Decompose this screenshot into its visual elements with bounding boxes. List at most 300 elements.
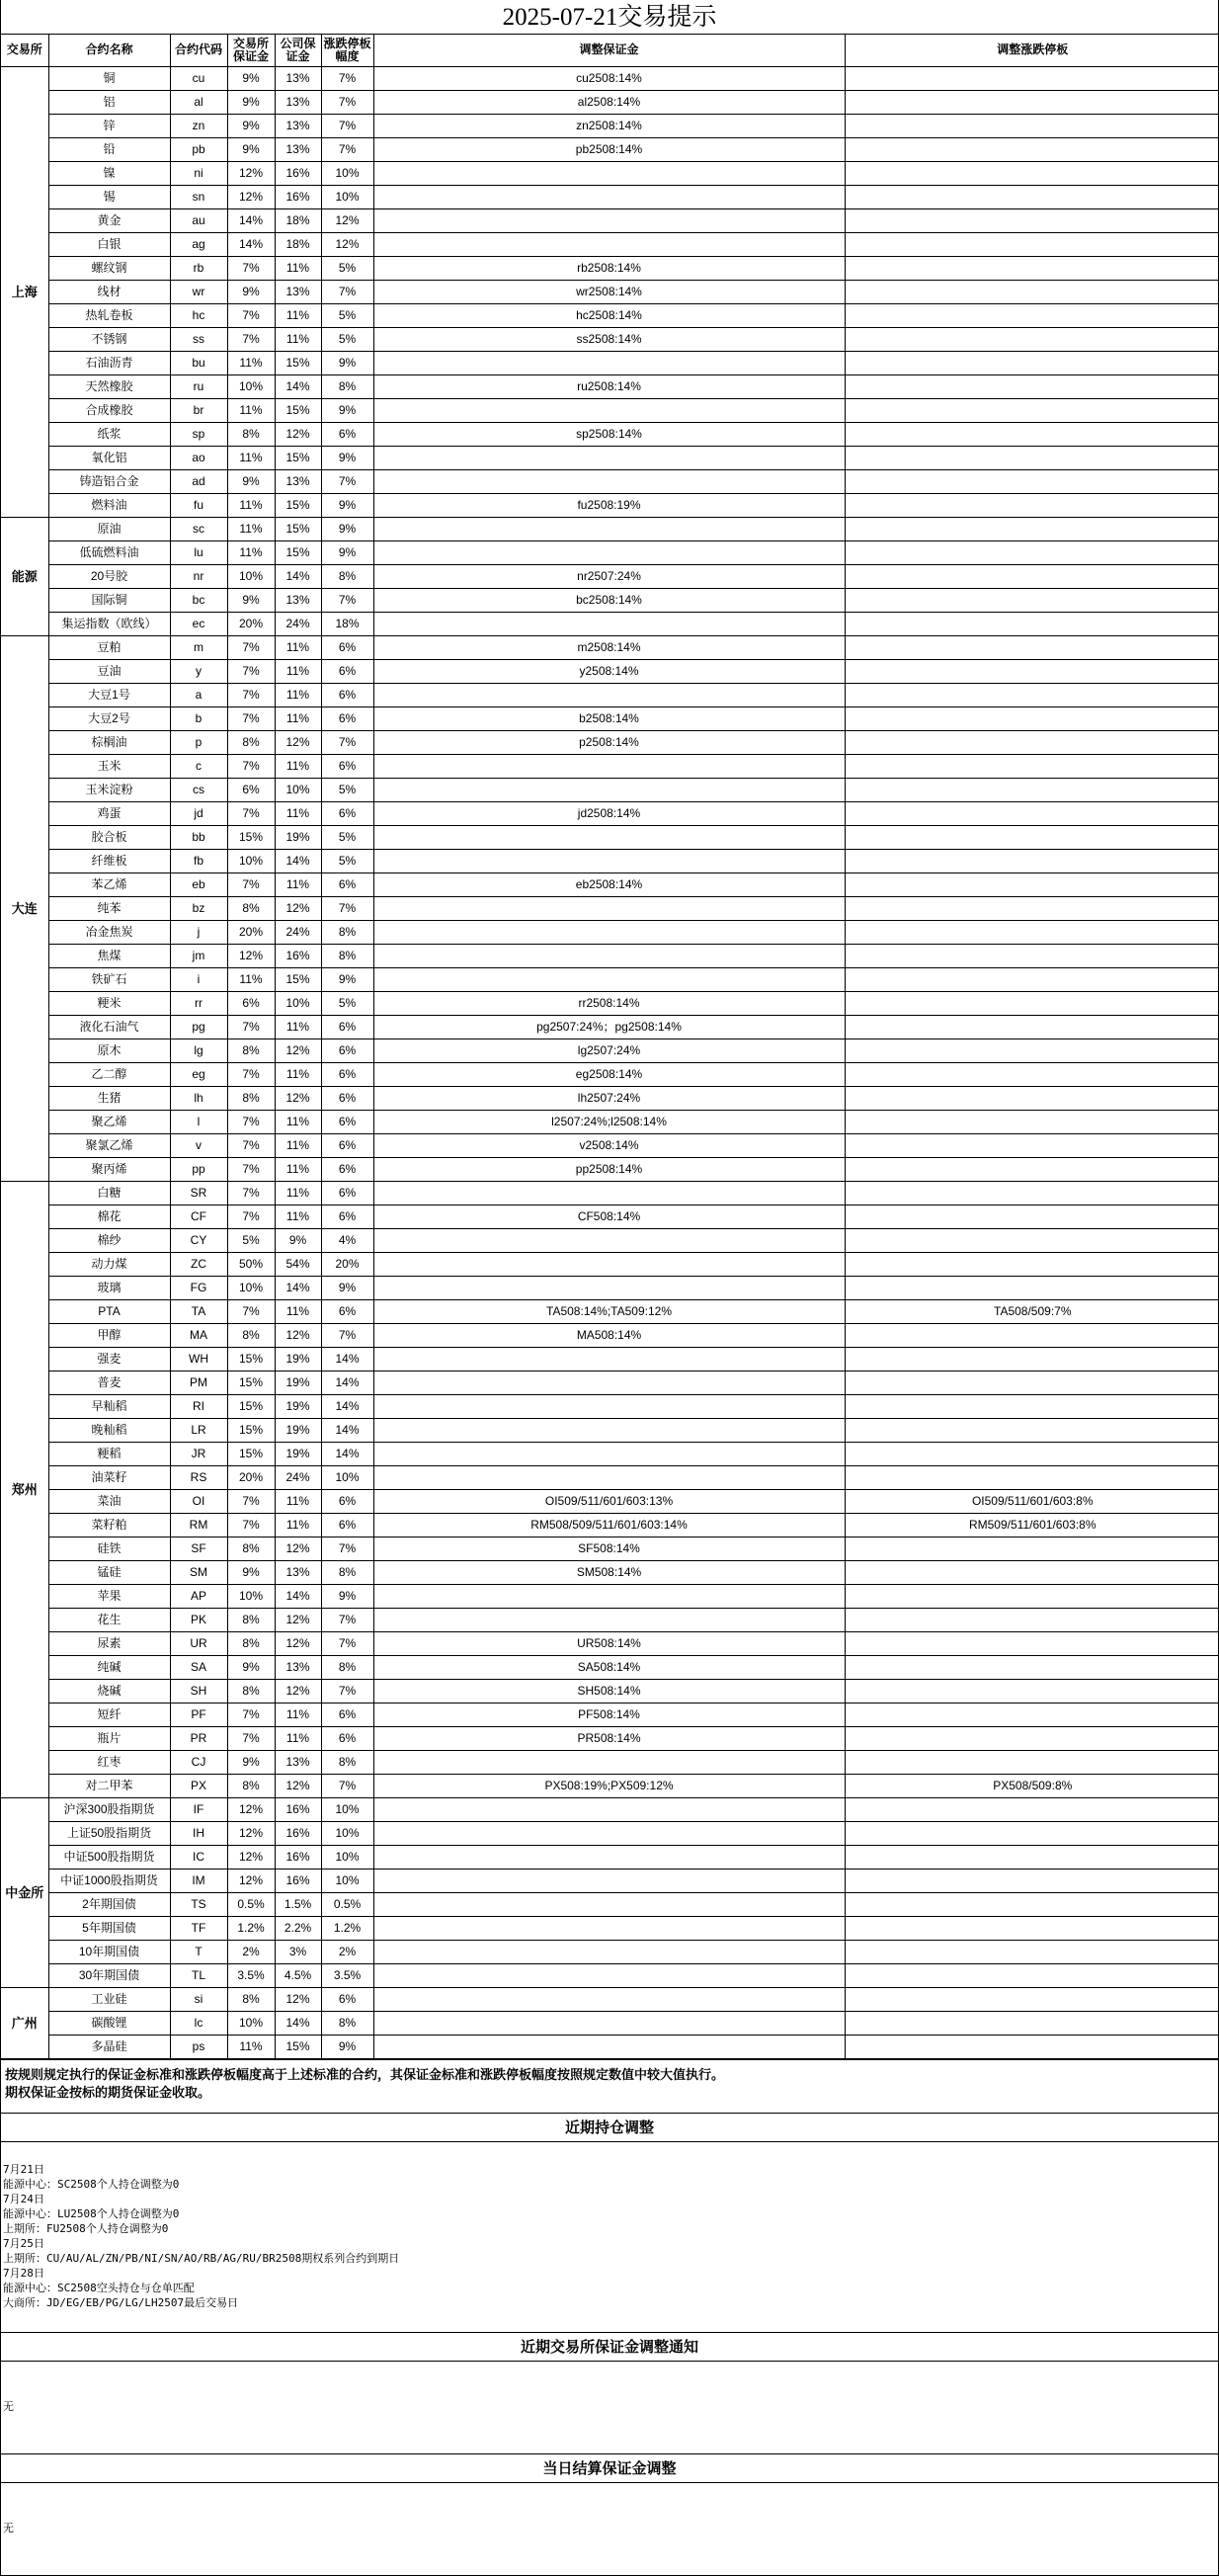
contract-code-cell: bz xyxy=(170,896,227,920)
contract-name-cell: 玉米 xyxy=(48,754,170,778)
exchange-margin-cell: 1.2% xyxy=(227,1916,275,1940)
price-limit-cell: 8% xyxy=(321,1750,373,1774)
exchange-margin-cell: 9% xyxy=(227,280,275,303)
table-row xyxy=(1,635,1219,659)
price-limit-cell: 10% xyxy=(321,1465,373,1489)
adjusted-margin-cell xyxy=(373,1916,845,1940)
contract-name-cell: 原木 xyxy=(48,1039,170,1062)
contract-code-cell: ao xyxy=(170,446,227,469)
exchange-margin-cell: 9% xyxy=(227,1560,275,1584)
table-row xyxy=(1,873,1219,896)
position-line: 能源中心：SC2508空头持仓与仓单匹配 xyxy=(3,2281,195,2294)
table-row xyxy=(1,778,1219,801)
table-row xyxy=(1,944,1219,967)
contract-code-cell: si xyxy=(170,1987,227,2011)
company-margin-cell: 16% xyxy=(275,1821,321,1845)
price-limit-cell: 8% xyxy=(321,2011,373,2035)
header-contract-code: 合约代码 xyxy=(170,35,227,66)
company-margin-cell: 13% xyxy=(275,280,321,303)
adjusted-limit-cell xyxy=(845,1631,1219,1655)
position-line: 能源中心：LU2508个人持仓调整为0 xyxy=(3,2206,180,2220)
adjusted-limit-cell xyxy=(845,1252,1219,1276)
contract-code-cell: bc xyxy=(170,588,227,612)
price-limit-cell: 7% xyxy=(321,588,373,612)
table-row xyxy=(1,1987,1219,2011)
position-section-body xyxy=(1,2142,1218,2332)
exchange-cell: 上海 xyxy=(1,66,48,517)
adjusted-limit-cell xyxy=(845,256,1219,280)
price-limit-cell: 9% xyxy=(321,1584,373,1608)
contract-code-cell: PX xyxy=(170,1774,227,1797)
contract-code-cell: y xyxy=(170,659,227,683)
price-limit-cell: 6% xyxy=(321,1513,373,1537)
table-header-row xyxy=(1,35,1219,66)
company-margin-cell: 24% xyxy=(275,920,321,944)
header-exchange: 交易所 xyxy=(1,35,48,66)
contract-name-cell: 线材 xyxy=(48,280,170,303)
company-margin-cell: 11% xyxy=(275,873,321,896)
adjusted-limit-cell xyxy=(845,161,1219,185)
table-row xyxy=(1,398,1219,422)
table-row xyxy=(1,564,1219,588)
contract-code-cell: p xyxy=(170,730,227,754)
adjusted-limit-cell xyxy=(845,1655,1219,1679)
exchange-margin-cell: 10% xyxy=(227,1276,275,1299)
adjusted-margin-cell: l2507:24%;l2508:14% xyxy=(373,1110,845,1133)
price-limit-cell: 7% xyxy=(321,730,373,754)
table-row xyxy=(1,683,1219,706)
exchange-margin-cell: 12% xyxy=(227,1821,275,1845)
contract-code-cell: sn xyxy=(170,185,227,208)
contract-code-cell: SR xyxy=(170,1181,227,1205)
exchange-margin-cell: 15% xyxy=(227,1347,275,1371)
price-limit-cell: 7% xyxy=(321,114,373,137)
adjusted-margin-cell xyxy=(373,1584,845,1608)
table-row xyxy=(1,849,1219,873)
exchange-margin-cell: 7% xyxy=(227,303,275,327)
table-row xyxy=(1,1086,1219,1110)
contract-name-cell: 氧化铝 xyxy=(48,446,170,469)
adjusted-limit-cell xyxy=(845,1228,1219,1252)
table-row xyxy=(1,469,1219,493)
adjusted-margin-cell xyxy=(373,1892,845,1916)
contract-name-cell: 锌 xyxy=(48,114,170,137)
exchange-margin-cell: 8% xyxy=(227,1323,275,1347)
company-margin-cell: 12% xyxy=(275,1679,321,1703)
table-row xyxy=(1,1110,1219,1133)
contract-name-cell: PTA xyxy=(48,1299,170,1323)
contract-name-cell: 棉花 xyxy=(48,1205,170,1228)
contract-name-cell: 碳酸锂 xyxy=(48,2011,170,2035)
adjusted-limit-cell xyxy=(845,1181,1219,1205)
exchange-margin-cell: 11% xyxy=(227,540,275,564)
contract-name-cell: 粳稻 xyxy=(48,1442,170,1465)
exchange-margin-cell: 7% xyxy=(227,256,275,280)
adjusted-margin-cell xyxy=(373,1465,845,1489)
adjusted-margin-cell: rr2508:14% xyxy=(373,991,845,1015)
contract-code-cell: c xyxy=(170,754,227,778)
contract-code-cell: TL xyxy=(170,1963,227,1987)
header-contract-name: 合约名称 xyxy=(48,35,170,66)
contract-name-cell: 硅铁 xyxy=(48,1537,170,1560)
page-title: 2025-07-21交易提示 xyxy=(1,0,1218,35)
table-row xyxy=(1,588,1219,612)
exchange-margin-cell: 10% xyxy=(227,564,275,588)
table-row xyxy=(1,1821,1219,1845)
exchange-margin-cell: 7% xyxy=(227,1110,275,1133)
company-margin-cell: 19% xyxy=(275,1394,321,1418)
adjusted-margin-cell xyxy=(373,1963,845,1987)
adjusted-limit-cell xyxy=(845,564,1219,588)
adjusted-limit-cell xyxy=(845,1679,1219,1703)
exchange-margin-cell: 8% xyxy=(227,1631,275,1655)
adjusted-margin-cell: fu2508:19% xyxy=(373,493,845,517)
exchange-margin-cell: 7% xyxy=(227,1726,275,1750)
position-section-title: 近期持仓调整 xyxy=(1,2113,1218,2142)
adjusted-margin-cell: m2508:14% xyxy=(373,635,845,659)
contract-code-cell: SM xyxy=(170,1560,227,1584)
exchange-margin-cell: 15% xyxy=(227,1442,275,1465)
exchange-margin-cell: 7% xyxy=(227,1133,275,1157)
contract-name-cell: 菜油 xyxy=(48,1489,170,1513)
table-row xyxy=(1,1560,1219,1584)
table-row xyxy=(1,327,1219,351)
contract-name-cell: 国际铜 xyxy=(48,588,170,612)
table-row xyxy=(1,1916,1219,1940)
adjusted-margin-cell xyxy=(373,1797,845,1821)
price-limit-cell: 12% xyxy=(321,232,373,256)
contract-code-cell: v xyxy=(170,1133,227,1157)
adjusted-limit-cell xyxy=(845,730,1219,754)
contract-code-cell: lc xyxy=(170,2011,227,2035)
settlement-section-title: 当日结算保证金调整 xyxy=(1,2453,1218,2483)
adjusted-margin-cell: eg2508:14% xyxy=(373,1062,845,1086)
adjusted-margin-cell xyxy=(373,920,845,944)
exchange-margin-cell: 12% xyxy=(227,944,275,967)
contract-code-cell: al xyxy=(170,90,227,114)
settlement-section-body xyxy=(1,2483,1218,2576)
contract-code-cell: br xyxy=(170,398,227,422)
position-line: 7月21日 xyxy=(3,2162,44,2176)
contract-name-cell: 棉纱 xyxy=(48,1228,170,1252)
price-limit-cell: 6% xyxy=(321,801,373,825)
table-row xyxy=(1,90,1219,114)
adjusted-limit-cell xyxy=(845,493,1219,517)
company-margin-cell: 15% xyxy=(275,446,321,469)
contract-code-cell: TS xyxy=(170,1892,227,1916)
exchange-margin-cell: 20% xyxy=(227,920,275,944)
exchange-margin-cell: 7% xyxy=(227,1015,275,1039)
company-margin-cell: 54% xyxy=(275,1252,321,1276)
company-margin-cell: 14% xyxy=(275,849,321,873)
exchange-margin-cell: 12% xyxy=(227,161,275,185)
price-limit-cell: 10% xyxy=(321,1869,373,1892)
contract-code-cell: au xyxy=(170,208,227,232)
adjusted-limit-cell xyxy=(845,137,1219,161)
company-margin-cell: 13% xyxy=(275,1560,321,1584)
header-exchange-margin: 交易所保证金 xyxy=(227,35,275,66)
adjusted-margin-cell: pp2508:14% xyxy=(373,1157,845,1181)
contract-code-cell: TF xyxy=(170,1916,227,1940)
note-line: 期权保证金按标的期货保证金收取。 xyxy=(5,2084,211,2100)
adjusted-limit-cell xyxy=(845,517,1219,540)
adjusted-margin-cell xyxy=(373,683,845,706)
company-margin-cell: 14% xyxy=(275,1584,321,1608)
price-limit-cell: 6% xyxy=(321,635,373,659)
exchange-margin-cell: 8% xyxy=(227,896,275,920)
company-margin-cell: 11% xyxy=(275,256,321,280)
adjusted-limit-cell xyxy=(845,1442,1219,1465)
company-margin-cell: 19% xyxy=(275,1347,321,1371)
contract-code-cell: bu xyxy=(170,351,227,374)
company-margin-cell: 11% xyxy=(275,1110,321,1133)
price-limit-cell: 7% xyxy=(321,280,373,303)
adjusted-margin-cell xyxy=(373,967,845,991)
table-row xyxy=(1,351,1219,374)
exchange-margin-cell: 7% xyxy=(227,1157,275,1181)
adjusted-margin-cell xyxy=(373,2011,845,2035)
contract-name-cell: 合成橡胶 xyxy=(48,398,170,422)
adjusted-limit-cell xyxy=(845,2011,1219,2035)
contract-code-cell: T xyxy=(170,1940,227,1963)
table-row xyxy=(1,1774,1219,1797)
contract-name-cell: 纸浆 xyxy=(48,422,170,446)
contract-name-cell: 10年期国债 xyxy=(48,1940,170,1963)
adjusted-limit-cell xyxy=(845,754,1219,778)
company-margin-cell: 11% xyxy=(275,801,321,825)
adjusted-limit-cell xyxy=(845,706,1219,730)
contract-name-cell: 生猪 xyxy=(48,1086,170,1110)
contract-name-cell: 豆油 xyxy=(48,659,170,683)
exchange-margin-cell: 7% xyxy=(227,635,275,659)
contract-name-cell: 中证1000股指期货 xyxy=(48,1869,170,1892)
contract-name-cell: 燃料油 xyxy=(48,493,170,517)
adjusted-limit-cell xyxy=(845,1086,1219,1110)
contract-name-cell: 30年期国债 xyxy=(48,1963,170,1987)
adjusted-margin-cell xyxy=(373,849,845,873)
contract-name-cell: 动力煤 xyxy=(48,1252,170,1276)
contract-name-cell: 沪深300股指期货 xyxy=(48,1797,170,1821)
exchange-margin-cell: 3.5% xyxy=(227,1963,275,1987)
adjusted-limit-cell xyxy=(845,896,1219,920)
company-margin-cell: 11% xyxy=(275,1205,321,1228)
table-row xyxy=(1,1394,1219,1418)
exchange-margin-cell: 2% xyxy=(227,1940,275,1963)
table-row xyxy=(1,517,1219,540)
company-margin-cell: 12% xyxy=(275,1086,321,1110)
company-margin-cell: 16% xyxy=(275,1845,321,1869)
company-margin-cell: 18% xyxy=(275,208,321,232)
adjusted-limit-cell xyxy=(845,612,1219,635)
contract-code-cell: PF xyxy=(170,1703,227,1726)
contract-code-cell: rr xyxy=(170,991,227,1015)
exchange-margin-cell: 50% xyxy=(227,1252,275,1276)
contract-code-cell: cs xyxy=(170,778,227,801)
exchange-margin-cell: 7% xyxy=(227,754,275,778)
company-margin-cell: 12% xyxy=(275,730,321,754)
contract-name-cell: 胶合板 xyxy=(48,825,170,849)
contract-code-cell: hc xyxy=(170,303,227,327)
contract-name-cell: 中证500股指期货 xyxy=(48,1845,170,1869)
exchange-margin-cell: 11% xyxy=(227,967,275,991)
notes-block xyxy=(1,2059,1218,2113)
contract-name-cell: 黄金 xyxy=(48,208,170,232)
company-margin-cell: 13% xyxy=(275,1750,321,1774)
company-margin-cell: 13% xyxy=(275,469,321,493)
adjusted-limit-cell xyxy=(845,1892,1219,1916)
contract-code-cell: ru xyxy=(170,374,227,398)
contract-name-cell: 铅 xyxy=(48,137,170,161)
exchange-margin-cell: 7% xyxy=(227,1513,275,1537)
contract-code-cell: TA xyxy=(170,1299,227,1323)
exchange-margin-cell: 8% xyxy=(227,730,275,754)
contract-code-cell: CJ xyxy=(170,1750,227,1774)
company-margin-cell: 19% xyxy=(275,1418,321,1442)
contract-name-cell: 上证50股指期货 xyxy=(48,1821,170,1845)
company-margin-cell: 19% xyxy=(275,825,321,849)
contract-name-cell: 液化石油气 xyxy=(48,1015,170,1039)
adjusted-limit-cell xyxy=(845,208,1219,232)
company-margin-cell: 11% xyxy=(275,683,321,706)
price-limit-cell: 7% xyxy=(321,896,373,920)
adjusted-limit-cell xyxy=(845,683,1219,706)
exchange-margin-cell: 7% xyxy=(227,1299,275,1323)
adjusted-margin-cell xyxy=(373,612,845,635)
adjusted-limit-cell xyxy=(845,1987,1219,2011)
adjusted-margin-cell: zn2508:14% xyxy=(373,114,845,137)
contract-name-cell: 热轧卷板 xyxy=(48,303,170,327)
table-row xyxy=(1,1679,1219,1703)
contract-code-cell: WH xyxy=(170,1347,227,1371)
contract-name-cell: 聚氯乙烯 xyxy=(48,1133,170,1157)
table-row xyxy=(1,185,1219,208)
adjusted-limit-cell xyxy=(845,1537,1219,1560)
company-margin-cell: 13% xyxy=(275,588,321,612)
exchange-margin-cell: 7% xyxy=(227,683,275,706)
adjusted-limit-cell xyxy=(845,1963,1219,1987)
adjusted-limit-cell xyxy=(845,114,1219,137)
contract-code-cell: bb xyxy=(170,825,227,849)
exchange-margin-cell: 11% xyxy=(227,351,275,374)
price-limit-cell: 6% xyxy=(321,1110,373,1133)
adjusted-limit-cell xyxy=(845,1750,1219,1774)
company-margin-cell: 12% xyxy=(275,1631,321,1655)
contract-code-cell: LR xyxy=(170,1418,227,1442)
adjusted-limit-cell xyxy=(845,232,1219,256)
adjusted-margin-cell xyxy=(373,540,845,564)
adjusted-margin-cell xyxy=(373,1228,845,1252)
exchange-margin-cell: 11% xyxy=(227,446,275,469)
table-row xyxy=(1,303,1219,327)
contract-code-cell: b xyxy=(170,706,227,730)
adjusted-margin-cell: PX508:19%;PX509:12% xyxy=(373,1774,845,1797)
company-margin-cell: 11% xyxy=(275,327,321,351)
company-margin-cell: 11% xyxy=(275,635,321,659)
adjusted-limit-cell xyxy=(845,446,1219,469)
price-limit-cell: 7% xyxy=(321,1537,373,1560)
contract-name-cell: 铝 xyxy=(48,90,170,114)
contract-name-cell: 棕榈油 xyxy=(48,730,170,754)
company-margin-cell: 14% xyxy=(275,1276,321,1299)
adjusted-margin-cell xyxy=(373,517,845,540)
contract-name-cell: 苹果 xyxy=(48,1584,170,1608)
company-margin-cell: 11% xyxy=(275,1726,321,1750)
contract-name-cell: 油菜籽 xyxy=(48,1465,170,1489)
exchange-margin-cell: 8% xyxy=(227,1039,275,1062)
contract-name-cell: 红枣 xyxy=(48,1750,170,1774)
company-margin-cell: 4.5% xyxy=(275,1963,321,1987)
price-limit-cell: 7% xyxy=(321,66,373,90)
adjusted-limit-cell xyxy=(845,1062,1219,1086)
adjusted-limit-cell xyxy=(845,1323,1219,1347)
adjusted-margin-cell: pb2508:14% xyxy=(373,137,845,161)
table-row xyxy=(1,1797,1219,1821)
contract-name-cell: 20号胶 xyxy=(48,564,170,588)
adjusted-limit-cell xyxy=(845,1110,1219,1133)
adjusted-margin-cell: v2508:14% xyxy=(373,1133,845,1157)
contract-name-cell: 大豆2号 xyxy=(48,706,170,730)
header-adjusted-limit: 调整涨跌停板 xyxy=(845,35,1219,66)
contract-code-cell: SA xyxy=(170,1655,227,1679)
company-margin-cell: 1.5% xyxy=(275,1892,321,1916)
exchange-margin-cell: 11% xyxy=(227,493,275,517)
adjusted-margin-cell: nr2507:24% xyxy=(373,564,845,588)
contract-name-cell: 乙二醇 xyxy=(48,1062,170,1086)
contract-code-cell: ec xyxy=(170,612,227,635)
price-limit-cell: 7% xyxy=(321,90,373,114)
contract-name-cell: 白银 xyxy=(48,232,170,256)
header-company-margin: 公司保证金 xyxy=(275,35,321,66)
exchange-cell: 大连 xyxy=(1,635,48,1181)
price-limit-cell: 6% xyxy=(321,1703,373,1726)
margin-table xyxy=(1,35,1219,2059)
table-row xyxy=(1,612,1219,635)
contract-code-cell: JR xyxy=(170,1442,227,1465)
contract-name-cell: 大豆1号 xyxy=(48,683,170,706)
price-limit-cell: 6% xyxy=(321,1726,373,1750)
price-limit-cell: 6% xyxy=(321,1039,373,1062)
adjusted-limit-cell xyxy=(845,825,1219,849)
adjusted-limit-cell xyxy=(845,1940,1219,1963)
company-margin-cell: 13% xyxy=(275,137,321,161)
price-limit-cell: 12% xyxy=(321,208,373,232)
settlement-content: 无 xyxy=(3,2521,14,2534)
price-limit-cell: 14% xyxy=(321,1371,373,1394)
price-limit-cell: 6% xyxy=(321,1133,373,1157)
contract-code-cell: fu xyxy=(170,493,227,517)
contract-code-cell: rb xyxy=(170,256,227,280)
adjusted-margin-cell xyxy=(373,185,845,208)
adjusted-margin-cell xyxy=(373,1869,845,1892)
company-margin-cell: 11% xyxy=(275,1015,321,1039)
adjusted-margin-cell xyxy=(373,1608,845,1631)
adjusted-margin-cell: y2508:14% xyxy=(373,659,845,683)
exchange-margin-cell: 6% xyxy=(227,991,275,1015)
contract-name-cell: 冶金焦炭 xyxy=(48,920,170,944)
adjusted-margin-cell: hc2508:14% xyxy=(373,303,845,327)
contract-name-cell: 2年期国债 xyxy=(48,1892,170,1916)
price-limit-cell: 6% xyxy=(321,1157,373,1181)
exchange-margin-cell: 11% xyxy=(227,517,275,540)
adjusted-limit-cell xyxy=(845,1347,1219,1371)
contract-code-cell: i xyxy=(170,967,227,991)
contract-name-cell: 强麦 xyxy=(48,1347,170,1371)
price-limit-cell: 2% xyxy=(321,1940,373,1963)
adjusted-margin-cell: PR508:14% xyxy=(373,1726,845,1750)
adjusted-limit-cell xyxy=(845,1608,1219,1631)
exchange-margin-cell: 7% xyxy=(227,801,275,825)
price-limit-cell: 8% xyxy=(321,1560,373,1584)
